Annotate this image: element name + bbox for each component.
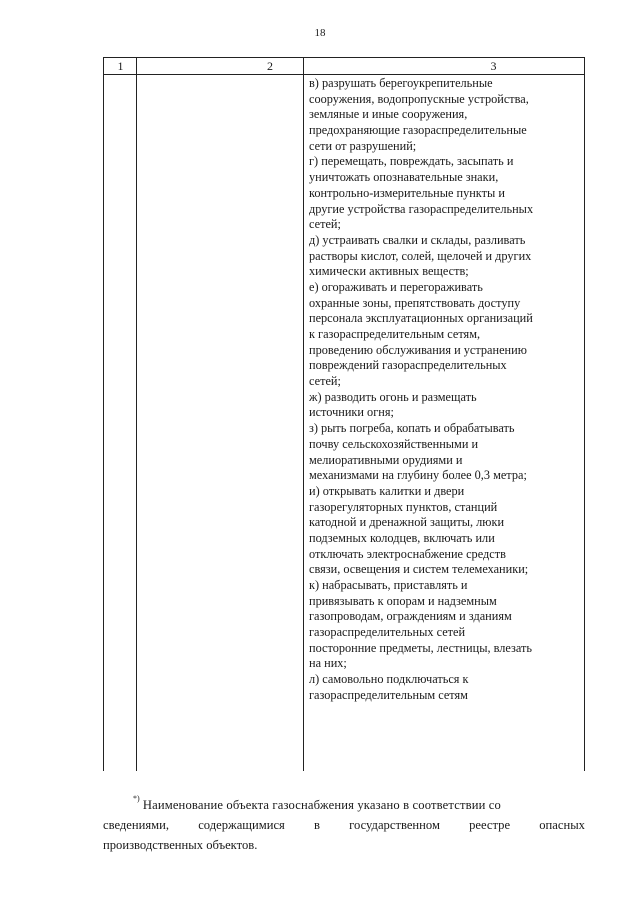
column-header-2: 2 [267, 59, 273, 73]
footnote-word: содержащимися [198, 818, 285, 832]
cell-text-line: д) устраивать свалки и склады, разливать [309, 232, 526, 247]
column-divider-1 [136, 58, 137, 771]
footnote-text-1: Наименование объекта газоснабжения указано в соответствии со [142, 798, 501, 812]
footnote-line-3: производственных объектов. [103, 838, 258, 852]
cell-text-line: катодной и дренажной защиты, люки [309, 515, 505, 530]
page-number: 18 [314, 27, 326, 39]
column-divider-2 [303, 58, 304, 771]
cell-text-line: сетей; [309, 374, 341, 389]
cell-text-line: подземных колодцев, включать или [309, 530, 495, 545]
cell-text-line: г) перемещать, повреждать, засыпать и [309, 154, 514, 169]
cell-text-line: уничтожать опознавательные знаки, [309, 170, 499, 185]
cell-text-line: газопроводам, ограждениям и зданиям [309, 609, 512, 624]
cell-text-line: почву сельскохозяйственными и [309, 436, 479, 451]
cell-text-line: привязывать к опорам и надземным [309, 593, 497, 608]
cell-text-line: е) огораживать и перегораживать [309, 279, 483, 294]
cell-text-line: газорегуляторных пунктов, станций [309, 499, 498, 514]
footnote-marker: *) [133, 794, 140, 803]
cell-text-line: контрольно-измерительные пункты и [309, 185, 505, 200]
cell-text-line: ж) разводить огонь и размещать [309, 389, 477, 404]
footnote-word: сведениями, [103, 818, 170, 832]
cell-text-line: сети от разрушений; [309, 138, 417, 153]
cell-text-line: на них; [309, 656, 347, 671]
cell-text-line: химически активных веществ; [309, 264, 469, 279]
cell-text-line: охранные зоны, препятствовать доступу [309, 295, 521, 310]
column-header-3: 3 [490, 59, 497, 73]
column-header-1: 1 [117, 59, 124, 73]
cell-text-line: к) набрасывать, приставлять и [309, 578, 468, 592]
requirements-table [103, 57, 585, 771]
footnote-word: в [314, 818, 320, 832]
footnote [103, 795, 585, 855]
cell-text-line: з) рыть погреба, копать и обрабатывать [309, 421, 515, 436]
cell-text-line: газораспределительных сетей [309, 625, 466, 640]
cell-text-line: и) открывать калитки и двери [309, 483, 465, 498]
cell-text-line: мелиоративными орудиями и [309, 452, 463, 467]
cell-text-line: л) самовольно подключаться к [309, 672, 469, 687]
cell-text-line: газораспределительным сетям [309, 687, 468, 702]
column-3-cell [309, 76, 581, 704]
footnote-word: реестре [469, 818, 511, 832]
cell-text-line: повреждений газораспределительных [309, 358, 507, 373]
footnote-line-1 [103, 795, 585, 815]
cell-text-line: проведению обслуживания и устранению [309, 342, 527, 357]
footnote-word: опасных [539, 818, 585, 832]
cell-text-line: земляные и иные сооружения, [309, 107, 468, 122]
table-header-row [104, 58, 584, 75]
cell-text-line: в) разрушать берегоукрепительные [309, 76, 493, 90]
cell-text-line: связи, освещения и систем телемеханики; [309, 562, 529, 577]
footnote-line-2 [103, 815, 585, 835]
cell-text-line: растворы кислот, солей, щелочей и других [309, 248, 532, 263]
cell-text-line: отключать электроснабжение средств [309, 546, 506, 561]
cell-text-line: сооружения, водопропускные устройства, [309, 91, 529, 106]
cell-text-line: посторонние предметы, лестницы, влезать [309, 640, 532, 655]
cell-text-line: к газораспределительным сетям, [309, 327, 481, 341]
cell-text-line: персонала эксплуатационных организаций [309, 311, 533, 326]
cell-text-line: источники огня; [309, 405, 394, 420]
cell-text-line: предохраняющие газораспределительные [309, 123, 527, 138]
cell-text-line: механизмами на глубину более 0,3 метра; [309, 468, 527, 483]
cell-text-line: другие устройства газораспределительных [309, 201, 534, 216]
cell-text-line: сетей; [309, 217, 341, 232]
footnote-word: государственном [349, 818, 440, 832]
